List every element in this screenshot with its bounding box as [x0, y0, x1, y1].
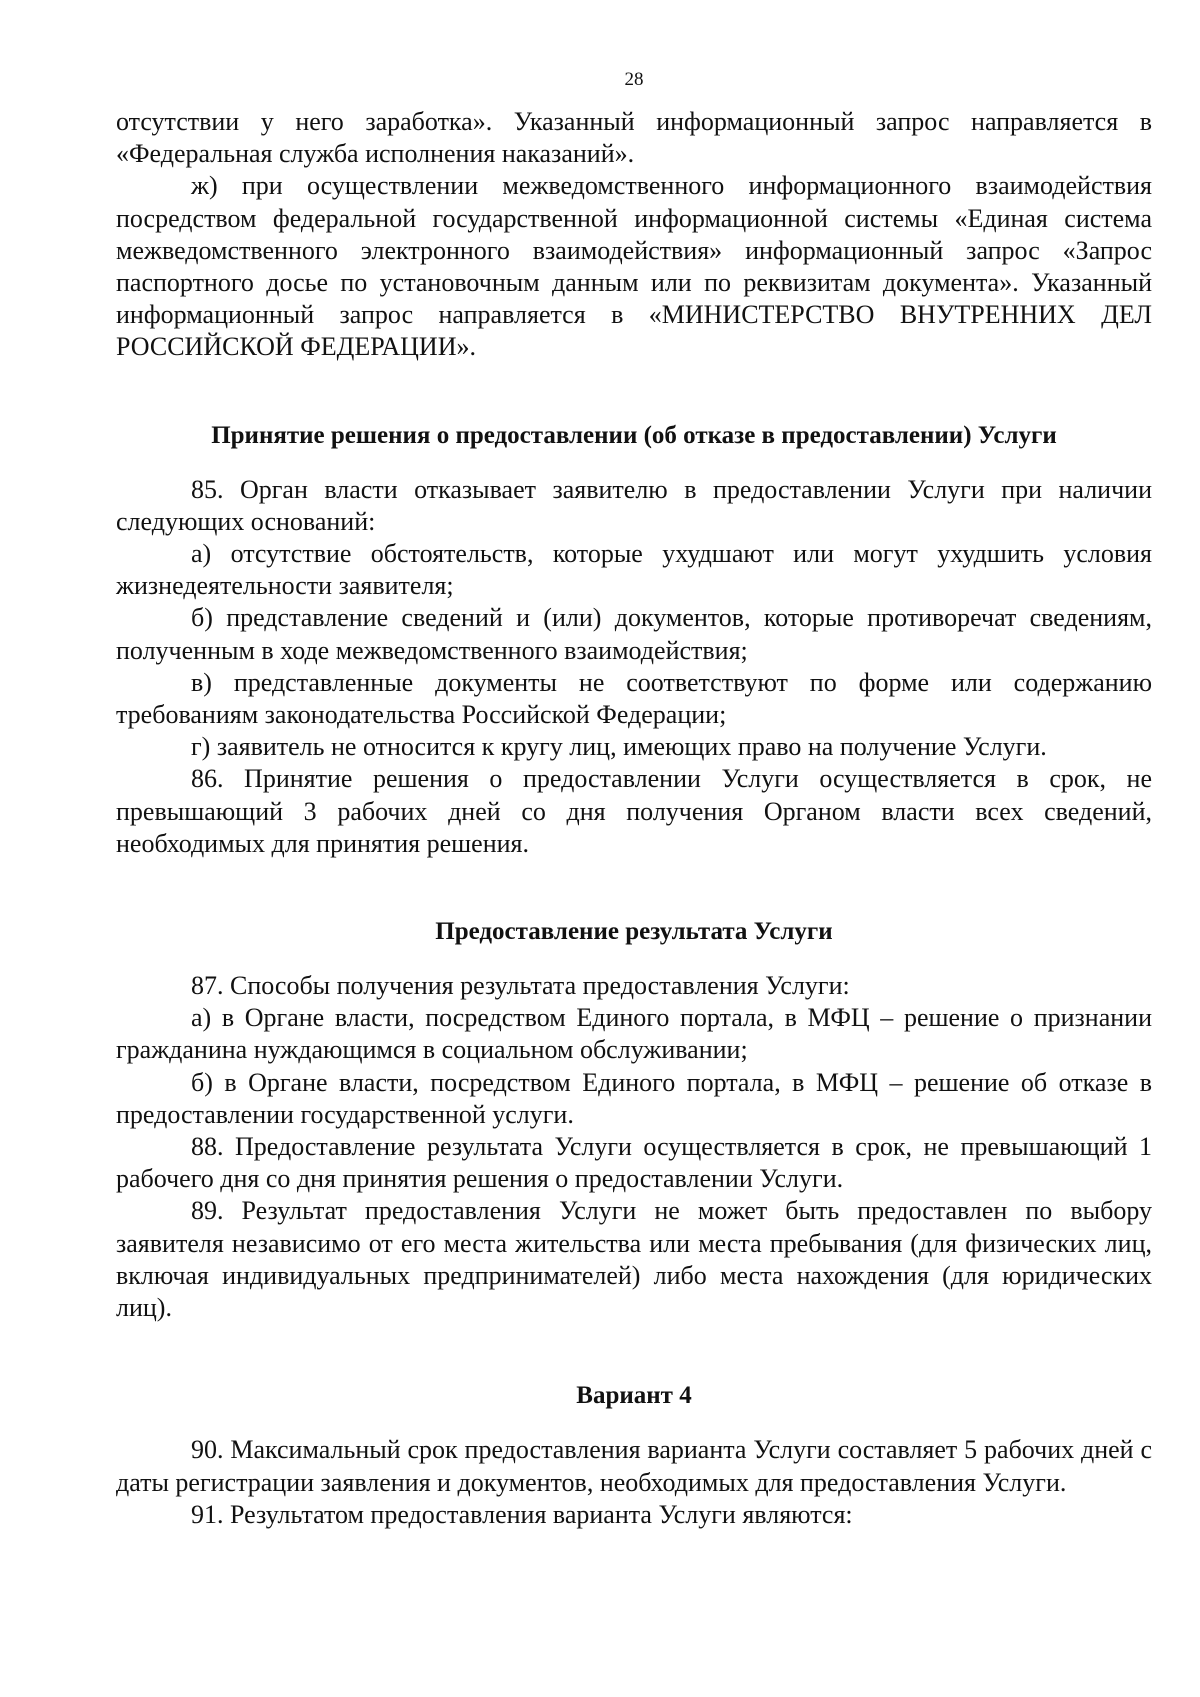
paragraph-90: 90. Максимальный срок предоставления варианта Услуги составляет 5 рабочих дней с даты регистрации заявления и документов, необходимых для предоставления Услуги. [116, 1435, 1152, 1497]
section-heading-result: Предоставление результата Услуги [435, 918, 833, 946]
paragraph-87-a: а) в Органе власти, посредством Единого портала, в МФЦ – решение о признании гражданина нуждающимся в социальном обслуживании; [116, 1003, 1152, 1065]
page-number: 28 [624, 69, 644, 90]
paragraph-item-zh: ж) при осуществлении межведомственного информационного взаимодействия посредством федеральной государственной информационной системы «Единая система межведомственного электронного взаимодействия» информационный запрос «Запрос паспортного досье по установочным данным или по реквизитам документа». Указанный информационный запрос направляется в «МИНИСТЕРСТВО ВНУТРЕННИХ ДЕЛ РОССИЙСКОЙ ФЕДЕРАЦИИ». [116, 171, 1152, 362]
paragraph-85-v: в) представленные документы не соответствуют по форме или содержанию требованиям законодательства Российской Федерации; [116, 667, 1152, 730]
paragraph-87: 87. Способы получения результата предоставления Услуги: [191, 971, 850, 1001]
section-heading-decision: Принятие решения о предоставлении (об отказе в предоставлении) Услуги [211, 421, 1057, 449]
paragraph-continuation: отсутствии у него заработка». Указанный информационный запрос направляется в «Федеральная служба исполнения наказаний». [116, 107, 1152, 169]
paragraph-91: 91. Результатом предоставления варианта Услуги являются: [191, 1499, 853, 1529]
paragraph-85-a: а) отсутствие обстоятельств, которые ухудшают или могут ухудшить условия жизнедеятельности заявителя; [116, 539, 1152, 601]
paragraph-85-g: г) заявитель не относится к кругу лиц, имеющих право на получение Услуги. [191, 732, 1047, 762]
paragraph-87-b: б) в Органе власти, посредством Единого портала, в МФЦ – решение об отказе в предоставлении государственной услуги. [116, 1067, 1152, 1129]
paragraph-86: 86. Принятие решения о предоставлении Услуги осуществляется в срок, не превышающий 3 рабочих дней со дня получения Органом власти всех сведений, необходимых для принятия решения. [116, 764, 1152, 858]
section-heading-variant-4: Вариант 4 [576, 1382, 692, 1410]
paragraph-85: 85. Орган власти отказывает заявителю в предоставлении Услуги при наличии следующих оснований: [116, 474, 1152, 536]
paragraph-89: 89. Результат предоставления Услуги не может быть предоставлен по выбору заявителя независимо от его места жительства или места пребывания (для физических лиц, включая индивидуальных предпринимателей) либо места нахождения (для юридических лиц). [116, 1196, 1152, 1323]
paragraph-85-b: б) представление сведений и (или) документов, которые противоречат сведениям, полученным в ходе межведомственного взаимодействия; [116, 603, 1152, 665]
paragraph-88: 88. Предоставление результата Услуги осуществляется в срок, не превышающий 1 рабочего дня со дня принятия решения о предоставлении Услуги. [116, 1132, 1152, 1194]
